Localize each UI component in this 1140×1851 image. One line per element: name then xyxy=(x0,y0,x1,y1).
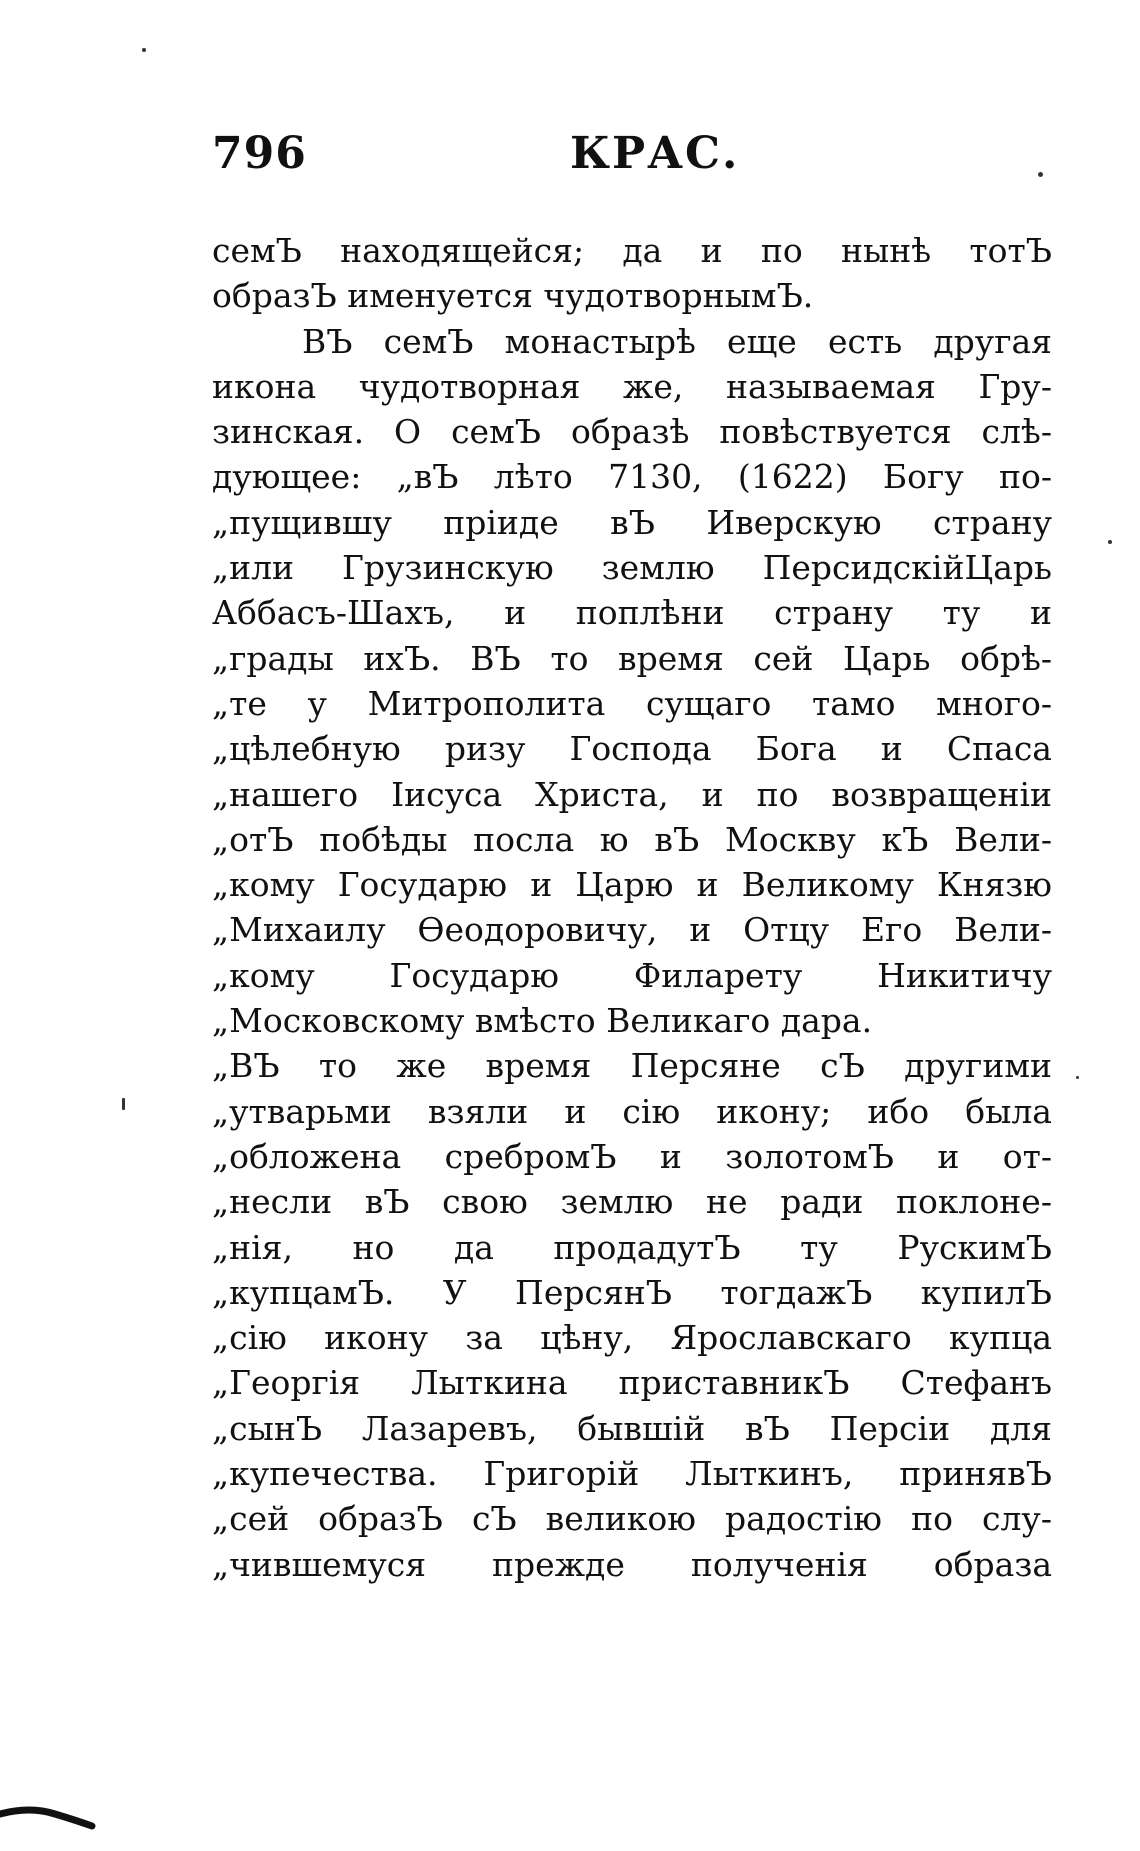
text-line: ВЪ семЪ монастырѣ еще есть другая xyxy=(302,321,1052,361)
scan-speck xyxy=(1076,1076,1079,1079)
page-number: 796 xyxy=(212,128,307,179)
text-line: „чившемуся прежде полученія образа xyxy=(212,1544,1052,1584)
body-text xyxy=(212,228,1052,1587)
text-line: „сей образЪ сЪ великою радостію по слу- xyxy=(212,1499,1052,1539)
text-line: „кому Государю Филарету Никитичу xyxy=(212,955,1052,995)
text-line: „сынЪ Лазаревъ, бывшій вЪ Персіи для xyxy=(212,1408,1052,1448)
scan-smudge xyxy=(0,1800,100,1830)
page-header xyxy=(212,128,1052,188)
text-line: „Михаилу Ѳеодоровичу, и Отцу Его Вели- xyxy=(212,910,1052,950)
text-line: „цѣлебную ризу Господа Бога и Спаса xyxy=(212,729,1052,769)
scan-speck xyxy=(122,1098,125,1110)
text-line: „Московскому вмѣсто Великаго дара. xyxy=(212,1001,873,1041)
text-line: образЪ именуется чудотворнымЪ. xyxy=(212,276,814,316)
scan-speck xyxy=(142,48,146,52)
text-line: „утварьми взяли и сію икону; ибо была xyxy=(212,1091,1052,1131)
text-line: Аббасъ-Шахъ, и поплѣни страну ту и xyxy=(212,593,1052,633)
scan-speck xyxy=(1108,540,1112,544)
text-line: „купечества. Григорій Лыткинъ, принявЪ xyxy=(212,1454,1052,1494)
text-line: „пущившу пріиде вЪ Иверскую страну xyxy=(212,502,1052,542)
text-line: „те у Митрополита сущаго тамо много- xyxy=(212,683,1052,723)
text-line: дующее: „вЪ лѣто 7130, (1622) Богу по- xyxy=(212,457,1052,497)
text-line: „грады ихЪ. ВЪ то время сей Царь обрѣ- xyxy=(212,638,1052,678)
text-line: „отЪ побѣды посла ю вЪ Москву кЪ Вели- xyxy=(212,819,1052,859)
text-line: „Георгія Лыткина приставникЪ Стефанъ xyxy=(212,1363,1052,1403)
text-line: „несли вЪ свою землю не ради поклоне- xyxy=(212,1182,1052,1222)
text-line: „обложена сребромЪ и золотомЪ и от- xyxy=(212,1136,1052,1176)
scan-speck xyxy=(1038,172,1043,177)
text-line: „кому Государю и Царю и Великому Князю xyxy=(212,865,1052,905)
text-line: „нашего Іисуса Христа, и по возвращеніи xyxy=(212,774,1052,814)
text-line: зинская. О семЪ образѣ повѣствуется слѣ- xyxy=(212,412,1052,452)
text-line: „сію икону за цѣну, Ярославскаго купца xyxy=(212,1318,1052,1358)
running-head: КРАС. xyxy=(570,128,740,179)
text-line: икона чудотворная же, называемая Гру- xyxy=(212,366,1052,406)
text-line: „или Грузинскую землю ПерсидскійЦарь xyxy=(212,548,1052,588)
text-line: семЪ находящейся; да и по нынѣ тотЪ xyxy=(212,231,1052,270)
text-line: „ВЪ то же время Персяне сЪ другими xyxy=(212,1046,1052,1086)
text-line: „купцамЪ. У ПерсянЪ тогдажЪ купилЪ xyxy=(212,1272,1052,1312)
text-line: „нія, но да продадутЪ ту РускимЪ xyxy=(212,1227,1052,1267)
